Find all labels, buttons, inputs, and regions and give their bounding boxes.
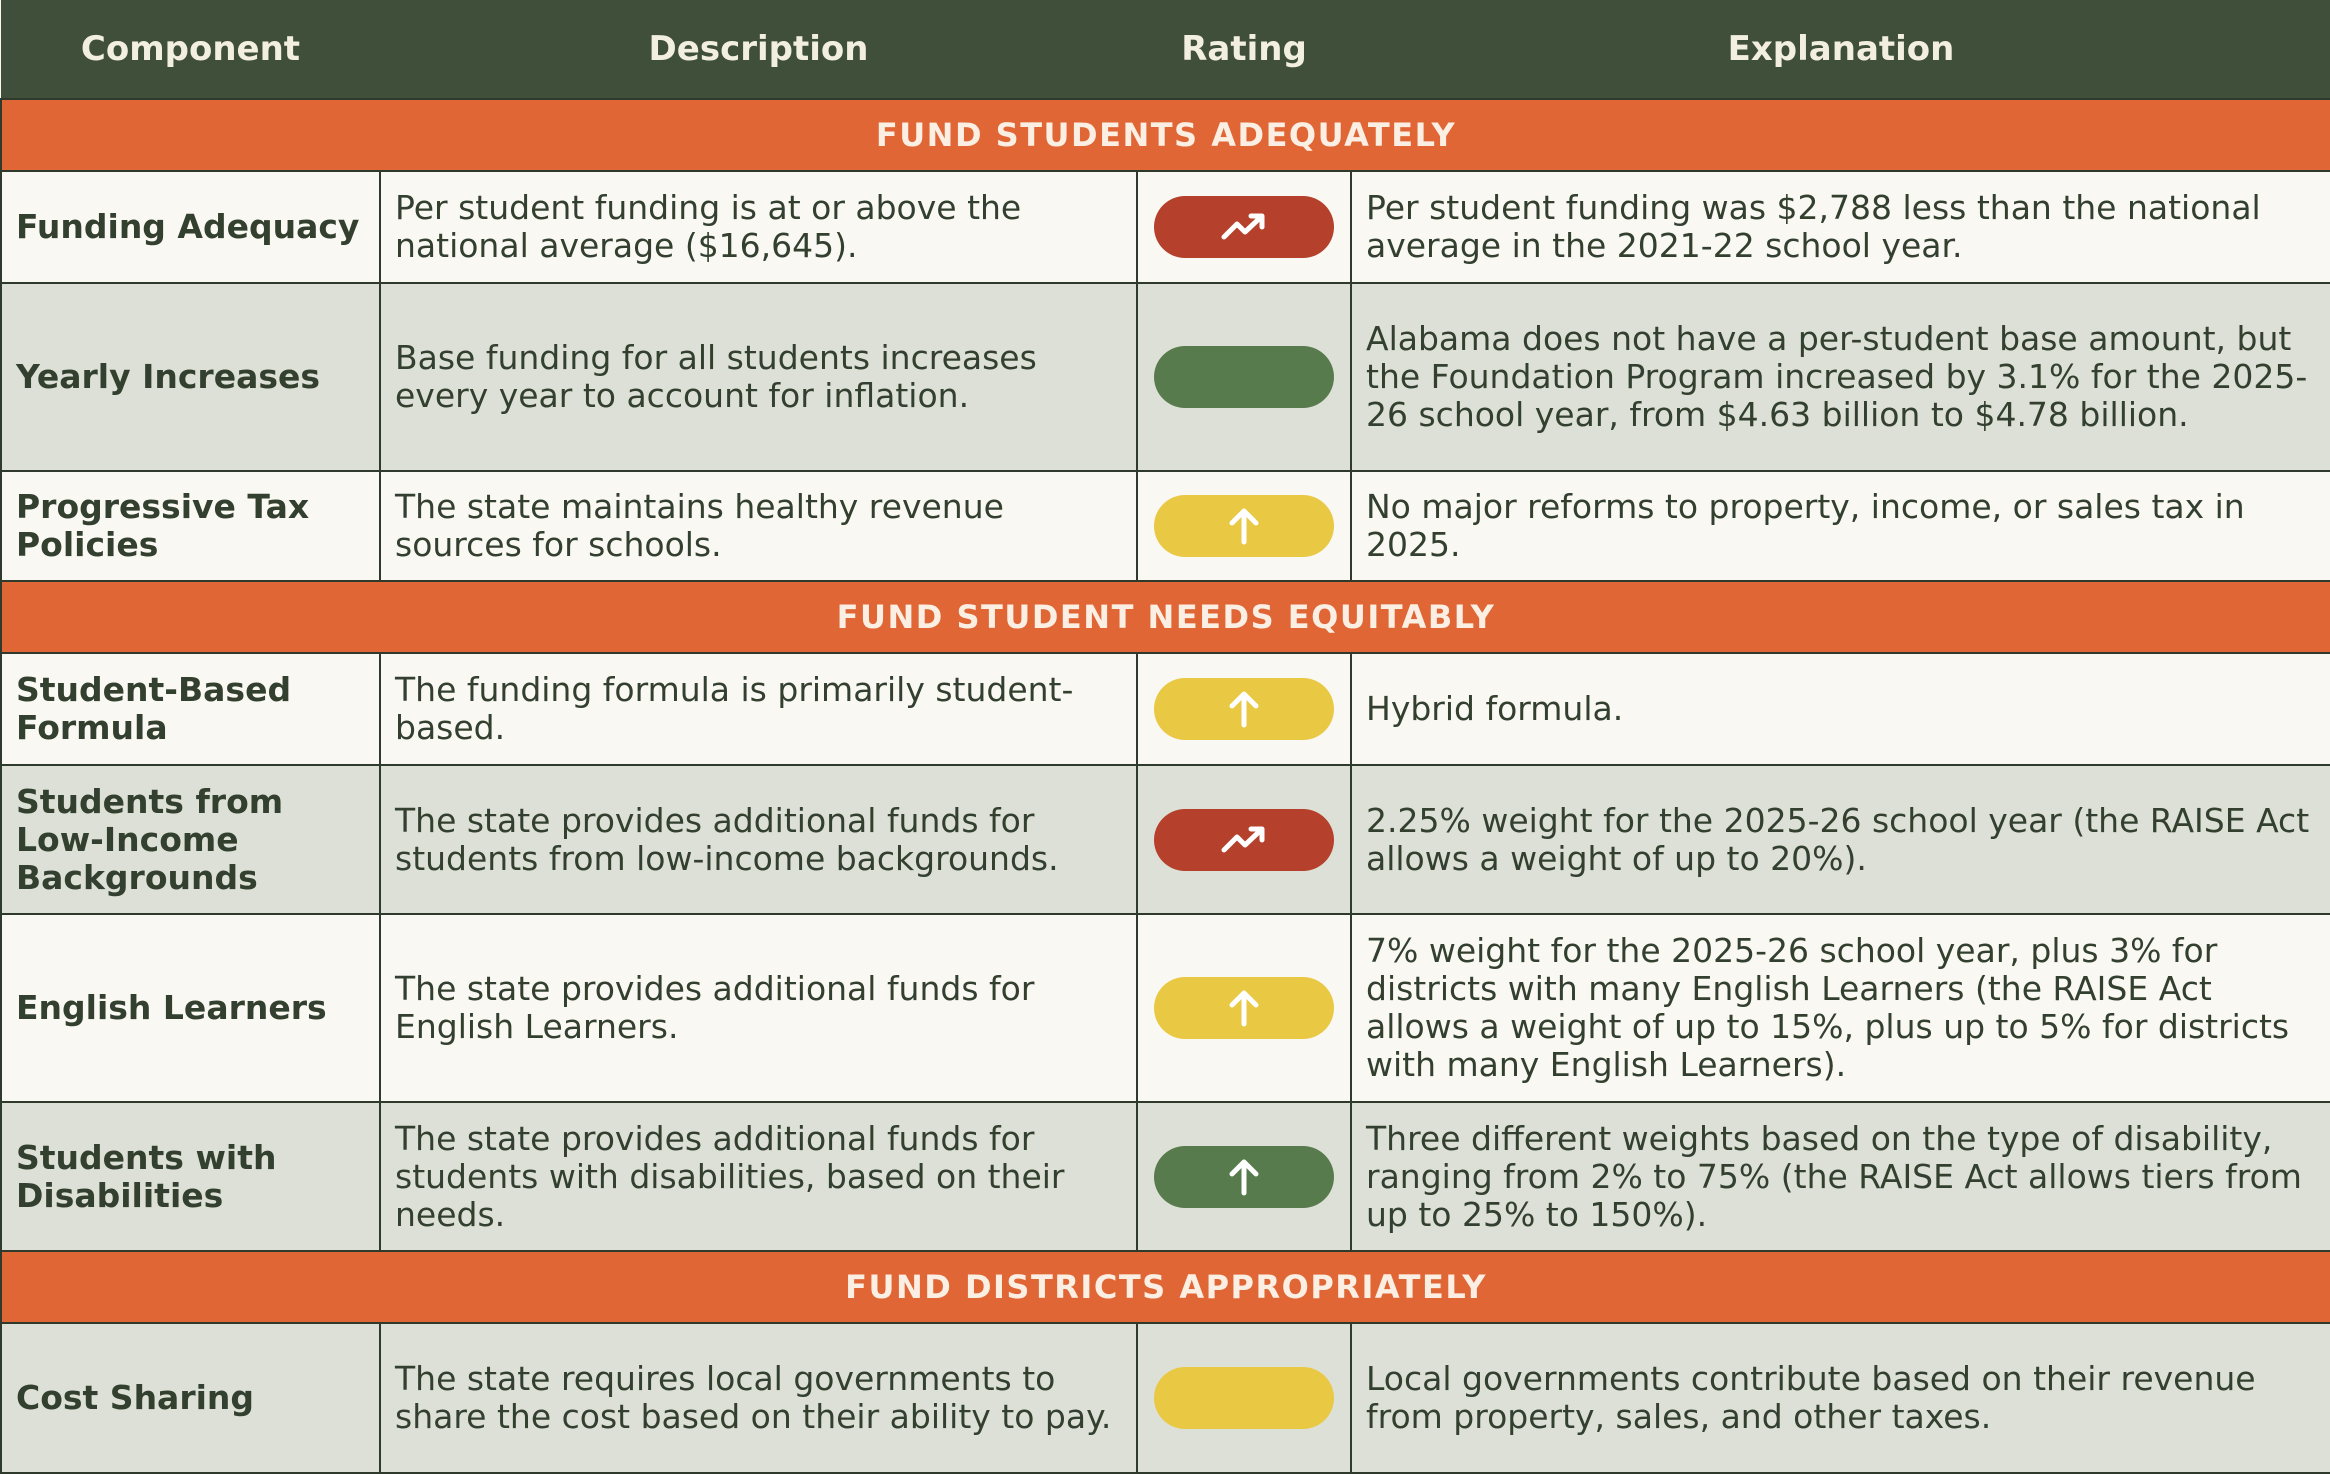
trending-up-icon (1217, 207, 1271, 247)
table-row (1, 283, 2330, 471)
rating-cell (1137, 1102, 1351, 1251)
section-header (1, 99, 2330, 171)
component-cell: Students from Low-Income Backgrounds (1, 765, 380, 914)
rating-pill (1154, 495, 1334, 557)
header-description: Description (380, 0, 1137, 99)
component-cell: Progressive Tax Policies (1, 471, 380, 581)
rating-cell (1137, 765, 1351, 914)
header-row (1, 0, 2330, 99)
rating-cell (1137, 653, 1351, 765)
trending-up-icon (1217, 820, 1271, 860)
component-cell: Students with Disabilities (1, 1102, 380, 1251)
rating-cell (1137, 471, 1351, 581)
table-row (1, 1323, 2330, 1473)
arrow-up-icon (1217, 506, 1271, 546)
arrow-up-icon (1217, 1157, 1271, 1197)
table-row (1, 653, 2330, 765)
description-cell: The state provides additional funds for students from low-income backgrounds. (380, 765, 1137, 914)
description-cell: Base funding for all students increases every year to account for inflation. (380, 283, 1137, 471)
explanation-cell: Alabama does not have a per-student base amount, but the Foundation Program increased by 3.1% for the 2025-26 school year, from $4.63 billion to $4.78 billion. (1351, 283, 2330, 471)
explanation-cell: Per student funding was $2,788 less than the national average in the 2021-22 school year. (1351, 171, 2330, 283)
rating-pill (1154, 809, 1334, 871)
component-cell: Cost Sharing (1, 1323, 380, 1473)
rating-pill (1154, 1367, 1334, 1429)
header-rating: Rating (1137, 0, 1351, 99)
rating-cell (1137, 914, 1351, 1102)
table-row (1, 914, 2330, 1102)
section-title: FUND STUDENTS ADEQUATELY (1, 99, 2330, 171)
table-row (1, 765, 2330, 914)
explanation-cell: 7% weight for the 2025-26 school year, plus 3% for districts with many English Learners (the RAISE Act allows a weight of up to 15%, plus up to 5% for districts with many English Learners). (1351, 914, 2330, 1102)
header-explanation: Explanation (1351, 0, 2330, 99)
component-cell: Student-Based Formula (1, 653, 380, 765)
section-title: FUND DISTRICTS APPROPRIATELY (1, 1251, 2330, 1323)
section-title: FUND STUDENT NEEDS EQUITABLY (1, 581, 2330, 653)
explanation-cell: Local governments contribute based on their revenue from property, sales, and other taxes. (1351, 1323, 2330, 1473)
component-cell: Yearly Increases (1, 283, 380, 471)
description-cell: The state requires local governments to share the cost based on their ability to pay. (380, 1323, 1137, 1473)
rating-pill (1154, 678, 1334, 740)
rating-cell (1137, 1323, 1351, 1473)
component-cell: English Learners (1, 914, 380, 1102)
header-component: Component (1, 0, 380, 99)
description-cell: The state provides additional funds for English Learners. (380, 914, 1137, 1102)
description-cell: Per student funding is at or above the national average ($16,645). (380, 171, 1137, 283)
description-cell: The state provides additional funds for students with disabilities, based on their needs. (380, 1102, 1137, 1251)
table-row (1, 171, 2330, 283)
description-cell: The funding formula is primarily student-based. (380, 653, 1137, 765)
arrow-up-icon (1217, 988, 1271, 1028)
section-header (1, 581, 2330, 653)
description-cell: The state maintains healthy revenue sources for schools. (380, 471, 1137, 581)
rating-pill (1154, 977, 1334, 1039)
section-header (1, 1251, 2330, 1323)
component-cell: Funding Adequacy (1, 171, 380, 283)
explanation-cell: 2.25% weight for the 2025-26 school year (the RAISE Act allows a weight of up to 20%). (1351, 765, 2330, 914)
table-row (1, 1102, 2330, 1251)
rating-cell (1137, 283, 1351, 471)
arrow-up-icon (1217, 689, 1271, 729)
rating-pill (1154, 346, 1334, 408)
explanation-cell: Three different weights based on the type of disability, ranging from 2% to 75% (the RAISE Act allows tiers from up to 25% to 150%). (1351, 1102, 2330, 1251)
rating-pill (1154, 1146, 1334, 1208)
explanation-cell: No major reforms to property, income, or sales tax in 2025. (1351, 471, 2330, 581)
explanation-cell: Hybrid formula. (1351, 653, 2330, 765)
table-row (1, 471, 2330, 581)
rating-pill (1154, 196, 1334, 258)
rating-cell (1137, 171, 1351, 283)
